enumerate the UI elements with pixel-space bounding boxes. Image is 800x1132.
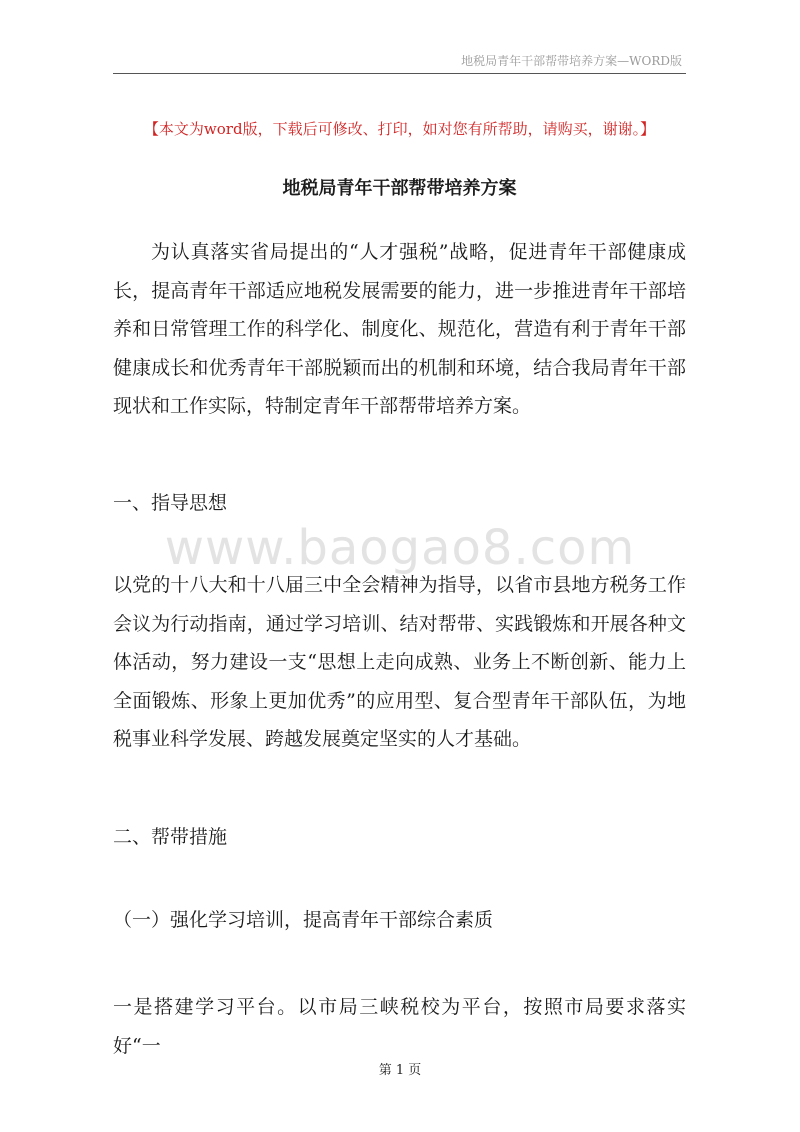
document-title: 地税局青年干部帮带培养方案 bbox=[282, 178, 517, 199]
section-heading-measures: 二、帮带措施 bbox=[113, 826, 228, 848]
running-header: 地税局青年干部帮带培养方案—WORD版 bbox=[461, 54, 682, 68]
section-heading-guiding-thought: 一、指导思想 bbox=[113, 492, 228, 514]
section-body-guiding-thought: 以党的十八大和十八届三中全会精神为指导，以省市县地方税务工作会议为行动指南，通过学习培训、结对帮带、实践锻炼和开展各种文体活动，努力建设一支“思想上走向成熟、业务上不断创新、能力上全面锻炼、形象上更加优秀”的应用型、复合型青年干部队伍，为地税事业科学发展、跨越发展奠定坚实的人才基础。 bbox=[113, 574, 686, 750]
subsection-body-training: 一是搭建学习平台。以市局三峡税校为平台，按照市局要求落实好“一 bbox=[113, 996, 686, 1057]
watermark: www.baogao8.com bbox=[164, 520, 636, 576]
header-divider bbox=[113, 73, 686, 74]
purchase-notice: 【本文为word版，下载后可修改、打印，如对您有所帮助，请购买，谢谢。】 bbox=[143, 120, 656, 138]
subsection-heading-training: （一）强化学习培训，提高青年干部综合素质 bbox=[113, 909, 494, 931]
page-number: 第 1 页 bbox=[378, 1063, 422, 1078]
intro-paragraph: 为认真落实省局提出的“人才强税”战略，促进青年干部健康成长，提高青年干部适应地税发展需要的能力，进一步推进青年干部培养和日常管理工作的科学化、制度化、规范化，营造有利于青年干部健康成长和优秀青年干部脱颖而出的机制和环境，结合我局青年干部现状和工作实际，特制定青年干部帮带培养方案。 bbox=[113, 241, 686, 417]
